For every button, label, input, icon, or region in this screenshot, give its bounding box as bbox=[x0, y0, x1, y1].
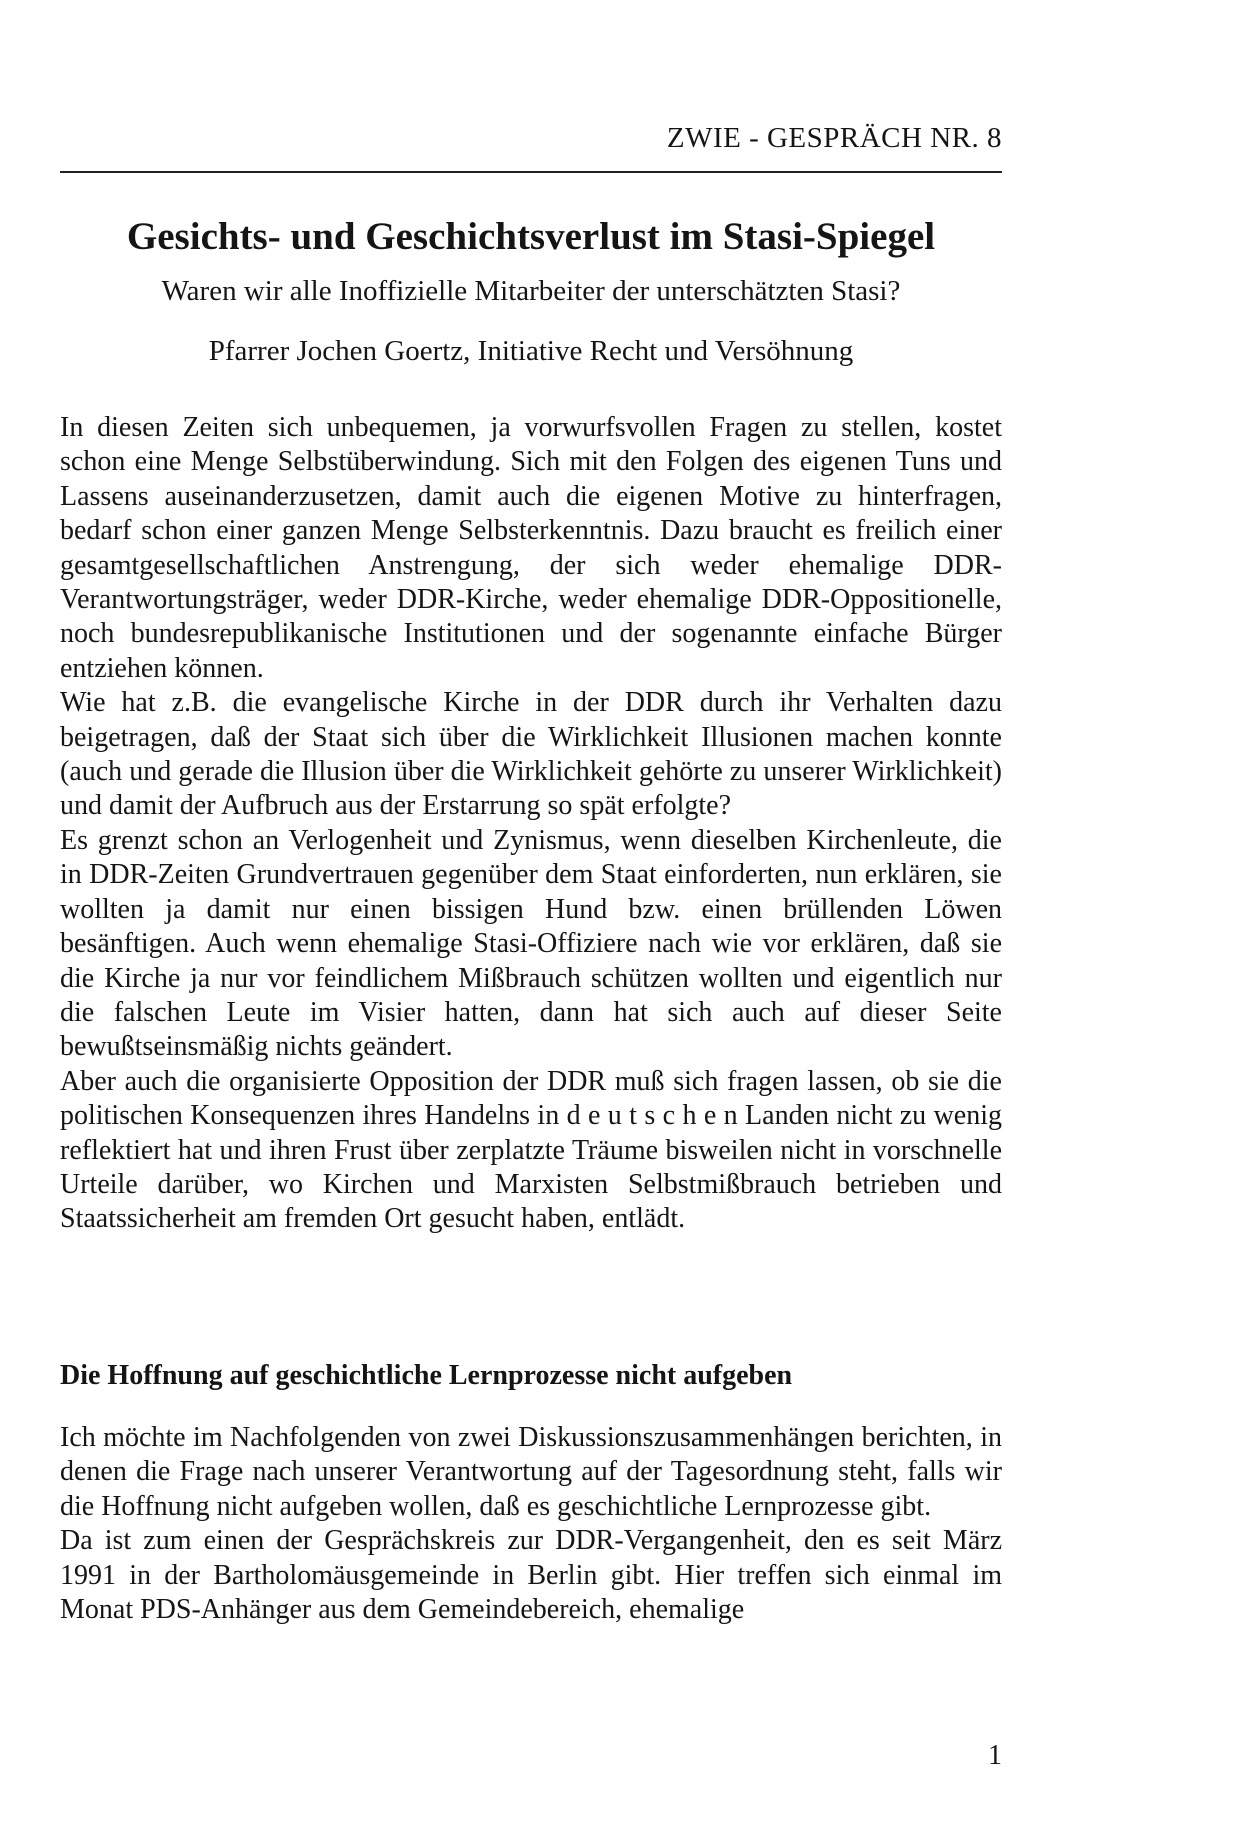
paragraph: In diesen Zeiten sich unbequemen, ja vorwurfsvollen Fragen zu stellen, kostet schon eine Menge Selbstüberwindung. Sich mit den Folgen des eigenen Tuns und Lassens auseinanderzusetzen, damit auch die eigenen Motive zu hinterfragen, bedarf schon einer ganzen Menge Selbsterkenntnis. Dazu braucht es freilich einer gesamtgesellschaftlichen Anstrengung, der sich weder ehemalige DDR-Verantwortungsträger, weder DDR-Kirche, weder ehemalige DDR-Oppositionelle, noch bundesrepublikanische Institutionen und der sogenannte einfache Bürger entziehen können. bbox=[60, 412, 1002, 684]
article-subtitle: Waren wir alle Inoffizielle Mitarbeiter der unterschätzten Stasi? bbox=[161, 275, 901, 307]
article-author: Pfarrer Jochen Goertz, Initiative Recht und Versöhnung bbox=[208, 335, 854, 367]
header-rule bbox=[60, 171, 1002, 173]
article-title: Gesichts- und Geschichtsverlust im Stasi-Spiegel bbox=[126, 215, 936, 258]
running-header: ZWIE - GESPRÄCH NR. 8 bbox=[666, 122, 1002, 154]
paragraph: Wie hat z.B. die evangelische Kirche in der DDR durch ihr Verhalten dazu beigetragen, daß der Staat sich über die Wirklichkeit Illusionen machen konnte (auch und gerade die Illusion über die Wirklichkeit gehörte zu unserer Wirklichkeit) und damit der Aufbruch aus der Erstarrung so spät erfolgte? bbox=[60, 687, 1002, 822]
paragraph: Ich möchte im Nachfolgenden von zwei Diskussionszusammenhängen berichten, in denen die Frage nach unserer Verantwortung auf der Tagesordnung steht, falls wir die Hoffnung nicht aufgeben wollen, daß es geschichtliche Lernprozesse gibt. bbox=[60, 1422, 1002, 1522]
section-heading: Die Hoffnung auf geschichtliche Lernprozesse nicht aufgeben bbox=[60, 1360, 793, 1391]
paragraph: Da ist zum einen der Gesprächskreis zur DDR-Vergangenheit, den es seit März 1991 in der Bartholomäusgemeinde in Berlin gibt. Hier treffen sich einmal im Monat PDS-Anhänger aus dem Gemeindebereich, ehemalige bbox=[60, 1525, 1002, 1626]
article-body bbox=[60, 411, 1002, 1237]
page-number: 1 bbox=[988, 1740, 1002, 1771]
paragraph: Aber auch die organisierte Opposition der DDR muß sich fragen lassen, ob sie die politischen Konsequenzen ihres Handelns in d e u t s c h e n Landen nicht zu wenig reflektiert hat und ihren Frust über zerplatzte Träume bisweilen nicht in vorschnelle Urteile darüber, wo Kirchen und Marxisten Selbstmißbrauch betrieben und Staatssicherheit am fremden Ort gesucht haben, entlädt. bbox=[60, 1065, 1002, 1235]
section-body bbox=[60, 1421, 1002, 1627]
paragraph: Es grenzt schon an Verlogenheit und Zynismus, wenn dieselben Kirchenleute, die in DDR-Zeiten Grundvertrauen gegenüber dem Staat einforderten, nun erklären, sie wollten ja damit nur einen bissigen Hund bzw. einen brüllenden Löwen besänftigen. Auch wenn ehemalige Stasi-Offiziere nach wie vor erklären, daß sie die Kirche ja nur vor feindlichem Mißbrauch schützen wollten und eigentlich nur die falschen Leute im Visier hatten, dann hat sich auch auf dieser Seite bewußtseinsmäßig nichts geändert. bbox=[60, 824, 1002, 1063]
